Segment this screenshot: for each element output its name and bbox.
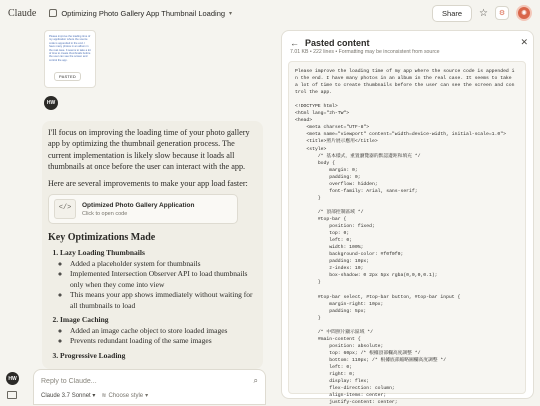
panel-header (290, 37, 528, 48)
chat-bubble-icon (49, 9, 57, 17)
panel-title: Pasted content (305, 37, 370, 48)
artifact-title: Optimized Photo Gallery Application (82, 201, 195, 209)
bullet: ◦ Implemented Intersection Observer API to load thumbnails only when they come into view (70, 269, 257, 290)
composer-options (41, 392, 148, 399)
model-selector[interactable]: Claude 3.7 Sonnet ▾ (41, 393, 96, 399)
pasted-content-panel (281, 30, 534, 406)
pasted-attachment[interactable] (44, 30, 96, 88)
bullet: ◦ This means your app shows immediately without waiting for all thumbnails to load (70, 290, 257, 311)
back-arrow-icon[interactable]: ← (290, 37, 299, 48)
header-actions (432, 5, 532, 22)
code-icon: </> (54, 199, 76, 219)
chevron-down-icon: ▾ (92, 393, 96, 399)
list-item (60, 314, 257, 346)
assistant-intro: I'll focus on improving the loading time of your photo gallery app by optimizing the thumbnail generation process. The current implementation is likely slow because it loads all thumbnails at once before the user can interact with the app. (48, 128, 250, 172)
bullet: ◦ Added an image cache object to store loaded images (70, 326, 257, 337)
close-icon[interactable]: ✕ (520, 37, 528, 47)
sidebar-toggle-icon[interactable] (7, 391, 17, 399)
pasted-badge: PASTED (54, 72, 81, 81)
artifact-card[interactable] (48, 194, 238, 224)
list-item (60, 247, 257, 311)
user-avatar: HW (44, 96, 58, 110)
attachment-preview-text: Please improve the loading time of my application where the source code is appended in the end. I have many photos in an album in the real case. It seems to take a lot of time to create thumbnails before the user can see the screen and control the app. (49, 35, 91, 62)
artifact-subtitle: Click to open code (82, 210, 128, 217)
account-avatar[interactable]: HW (6, 372, 19, 385)
style-selector[interactable]: ≋ Choose style ▾ (101, 392, 149, 399)
assistant-lead: Here are several improvements to make your app load faster: (48, 178, 248, 188)
section-heading: Key Optimizations Made (48, 232, 156, 244)
panel-meta: 7.01 KB • 222 lines • Formatting may be inconsistent from source (290, 49, 440, 55)
share-button[interactable]: Share (432, 5, 472, 22)
app-logo[interactable]: Claude (8, 7, 37, 19)
code-view[interactable] (288, 61, 526, 406)
optimization-list (60, 247, 257, 361)
claude-spark-icon[interactable]: ✺ (516, 5, 532, 21)
star-icon[interactable]: ☆ (479, 7, 488, 19)
pasted-code: Please improve the loading time of my app where the source code is appended i n the end. I have many photos in an album in the real case. It seems to take a lot of time to create thumbnails before the user can see the screen and con trol the app. <!DOCTYPE html> <html lang="zh-TW"> <head> <meta charset="UTF-8"> <meta name="viewport" content="width=device-width, initial-scale=1.0"> <title>照片展示應用</title> <style> /* 基本樣式，重置瀏覽器的默認邊距和填充 */ body { margin: 0; padding: 0; overflow: hidden; font-family: Arial, sans-serif; } /* 頂部控制區域 */ #top-bar { position: fixed; top: 0; left: 0; width: 100%; background-color: #f0f0f0; padding: 10px; z-index: 10; box-shadow: 0 2px 5px rgba(0,0,0,0.1); } #top-bar select, #top-bar button, #top-bar input { margin-right: 10px; padding: 5px; } /* 中間照片顯示區域 */ #main-content { position: absolute; top: 60px; /* 根據頂部欄高度調整 */ bottom: 110px; /* 根據底部縮略圖欄高度調整 */ left: 0; right: 0; display: flex; flex-direction: column; align-items: center; justify-content: center; (295, 69, 515, 406)
item-title: Lazy Loading Thumbnails (60, 248, 145, 258)
sliders-icon[interactable]: ⚙ (495, 6, 509, 20)
reply-input[interactable] (41, 378, 231, 385)
paperclip-icon[interactable]: ⌕ (253, 376, 258, 385)
item-title: Progressive Loading (60, 350, 126, 360)
list-item (60, 350, 257, 361)
bullet: ◦ Added a placeholder system for thumbnails (70, 259, 257, 270)
style-icon: ≋ (101, 393, 107, 399)
assistant-message (42, 121, 263, 369)
conversation-title: Optimizing Photo Gallery App Thumbnail Loading (61, 8, 226, 18)
chevron-down-icon: ▾ (229, 10, 233, 17)
bullet: ◦ Prevents redundant loading of the same images (70, 336, 257, 347)
composer (33, 369, 266, 405)
item-title: Image Caching (60, 315, 109, 325)
chevron-down-icon: ▾ (145, 393, 149, 399)
top-bar (0, 0, 540, 26)
conversation-title-menu[interactable] (49, 9, 232, 18)
